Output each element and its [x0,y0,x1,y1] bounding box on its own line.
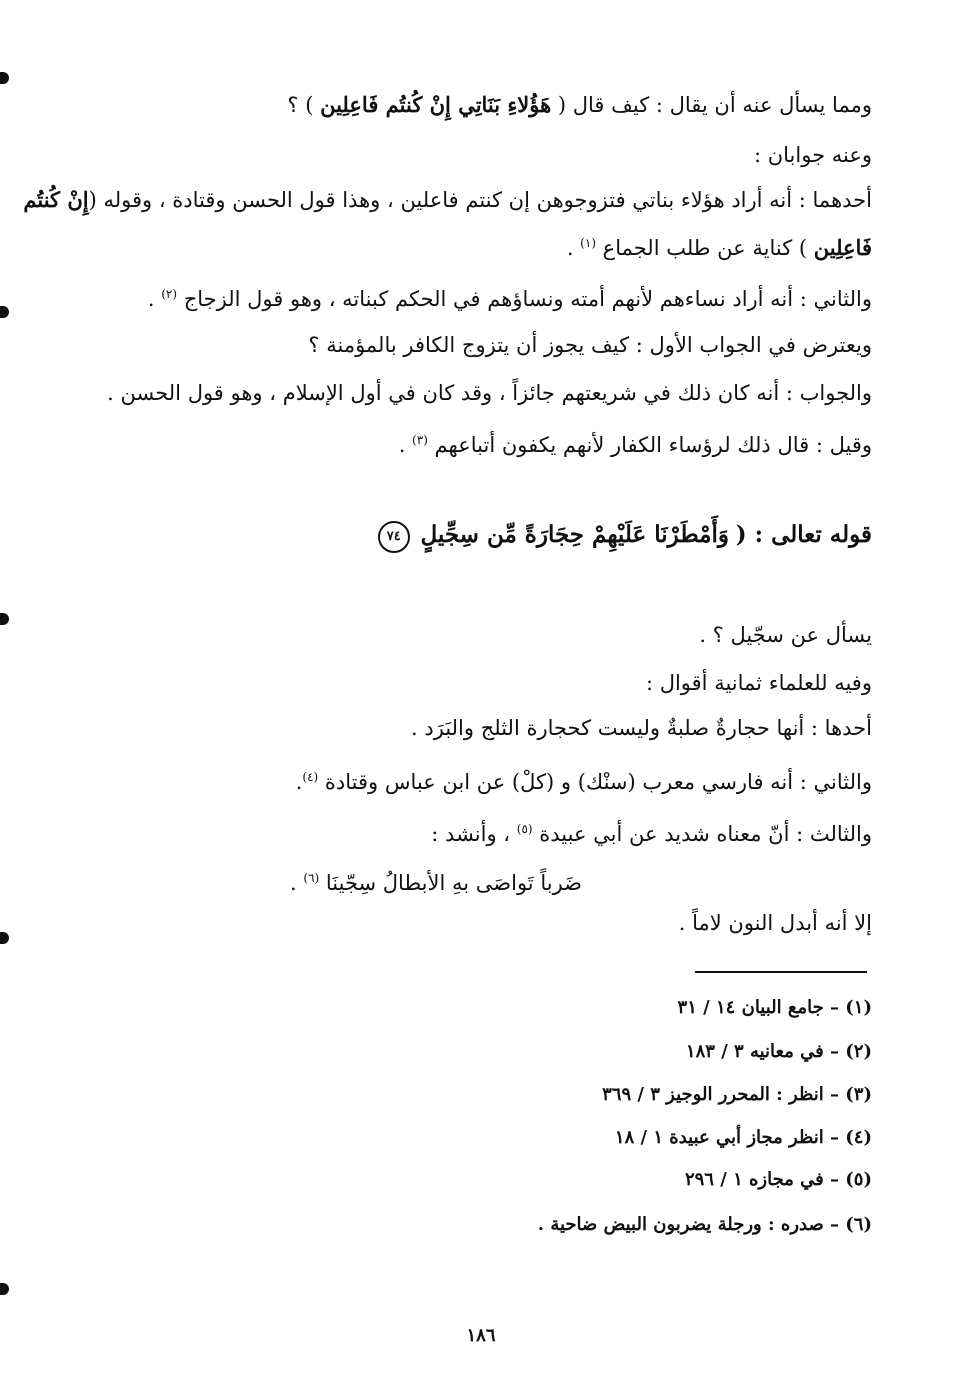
scan-mark [0,306,9,318]
text-line [296,762,872,797]
text-segment: ) ؟ [287,93,321,117]
text-segment: والثاني : أنه أراد نساءهم لأنهم أمته ونساؤهم في الحكم كبناته ، وهو قول الزجاج [177,287,872,311]
text-segment: والجواب : أنه كان ذلك في شريعتهم جائزاً ، وقد كان في أول الإسلام ، وهو قول الحسن . [107,381,872,405]
footnote: (١) – جامع البيان ١٤ / ٣١ [677,997,872,1018]
text-segment: . [398,433,413,457]
verse-number-medallion: ٧٤ [378,521,410,553]
text-segment: والثالث : أنّ معناه شديد عن أبي عبيدة [532,822,872,846]
text-line [754,140,872,170]
text-segment: ويعترض في الجواب الأول : كيف يجوز أن يتزوج الكافر بالمؤمنة ؟ [308,333,872,357]
text-segment: وفيه للعلماء ثمانية أقوال : [645,671,872,695]
footnote: (٥) – في مجازه ١ / ٢٩٦ [684,1169,872,1190]
text-segment: أحدهما : أنه أراد هؤلاء بناتي فتزوجوهن إن كنتم فاعلين ، وهذا قول الحسن وقتادة ، وقوله ( [88,188,872,212]
scan-mark [0,932,9,944]
text-line [23,185,872,215]
text-segment: والثاني : أنه فارسي معرب (سنْك) و (كلْ) عن ابن عباس وقتادة [318,770,872,794]
quran-quote: هَؤُلاءِ بَنَاتِي إِنْ كُنتُم فَاعِلِين [320,92,552,117]
text-line [646,668,872,698]
text-segment: . [566,236,581,260]
quran-quote: فَاعِلِين [813,235,872,260]
text-segment: إلا أنه أبدل النون لاماً . [678,911,872,935]
text-line [287,90,872,120]
text-line [148,279,872,314]
verse-line [378,520,872,553]
text-segment: أحدها : أنها حجارةٌ صلبةٌ وليست كحجارة الثلج والبَرَد . [411,716,872,740]
footnote-reference: (١) [580,236,596,250]
text-segment: ) كناية عن طلب الجماع [596,236,814,260]
footnote-reference: (٤) [302,770,319,784]
quran-quote: إِنْ كُنتُم [23,187,89,212]
verse-text: وَأَمْطَرْنَا عَلَيْهِمْ حِجَارَةً مِّن سِجِّيلٍ [420,521,730,548]
page-number: ١٨٦ [466,1325,496,1346]
text-segment: يسأل عن سجّيل ؟ . [699,623,872,647]
footnote: (٦) – صدره : ورجلة يضربون البيض ضاحية . [537,1214,872,1235]
footnote-reference: (٦) [303,871,320,885]
text-segment: . [295,770,303,794]
footnote-divider [695,971,867,973]
text-line [567,228,872,263]
footnote-reference: (٢) [161,287,178,301]
text-line [308,330,872,360]
footnote: (٢) – في معانيه ٣ / ١٨٣ [685,1041,872,1062]
scan-mark [0,72,9,84]
verse-heading: قوله تعالى : ( [735,521,872,548]
text-segment: وقيل : قال ذلك لرؤساء الكفار لأنهم يكفون أتباعهم [427,433,872,457]
text-segment: . [290,871,304,895]
scan-mark [0,613,9,625]
scan-mark [0,1283,9,1295]
footnote-reference: (٣) [412,433,428,447]
text-line [431,814,872,849]
footnote-reference: (٥) [516,822,533,836]
text-segment: . [147,287,162,311]
text-line [107,378,872,408]
text-line [699,620,872,650]
text-line [679,908,872,938]
text-segment: ومما يسأل عنه أن يقال : كيف قال ( [551,93,872,117]
text-line [411,713,872,743]
text-segment: ، وأنشد : [431,822,517,846]
poetry-line [290,863,582,898]
footnote: (٤) – انظر مجاز أبي عبيدة ١ / ١٨ [614,1127,872,1148]
text-segment: وعنه جوابان : [753,143,872,167]
text-line [399,425,872,460]
text-segment: ضَرباً تَواصَى بهِ الأبطالُ سِجّينَا [319,871,582,895]
footnote: (٣) – انظر : المحرر الوجيز ٣ / ٣٦٩ [602,1084,872,1105]
